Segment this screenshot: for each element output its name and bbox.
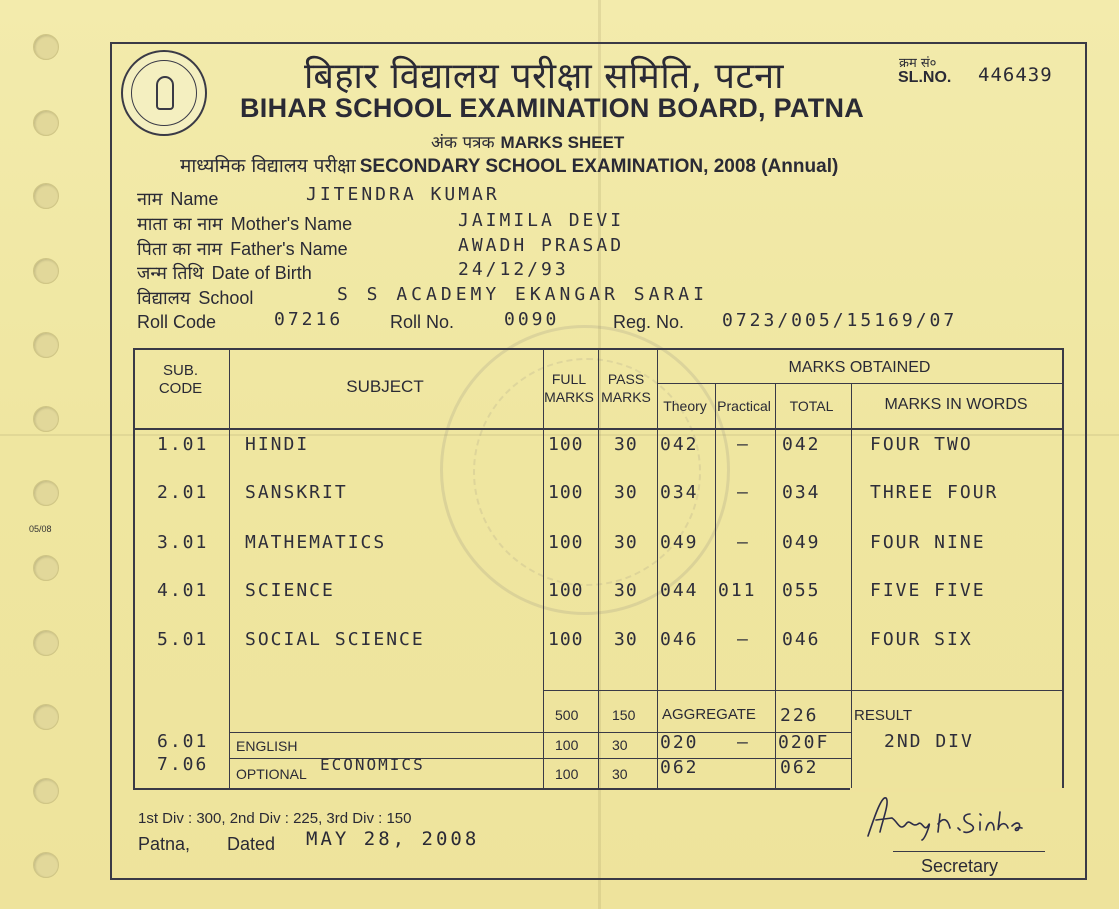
row-subject: HINDI: [245, 434, 310, 455]
row-code: 5.01: [157, 629, 209, 650]
row-words: FOUR SIX: [870, 629, 973, 650]
row-subject: MATHEMATICS: [245, 532, 387, 553]
row-theory: 049: [660, 532, 699, 553]
row-subject: SOCIAL SCIENCE: [245, 629, 425, 650]
slno-label-hindi: क्रम सं०: [899, 56, 937, 71]
binder-hole: [33, 480, 59, 506]
row-pass: 30: [614, 532, 638, 553]
header-sub-code: SUB. CODE: [158, 362, 203, 397]
row-code: 4.01: [157, 580, 209, 601]
header-subject: SUBJECT: [346, 377, 424, 396]
exam-heading: [180, 152, 838, 178]
binder-hole: [33, 258, 59, 284]
header-full-marks: FULL MARKS: [544, 371, 594, 405]
header-practical: Practical: [717, 398, 771, 414]
secretary-label: Secretary: [921, 856, 999, 876]
roll-code: 07216: [274, 309, 344, 330]
row-theory: 042: [660, 434, 699, 455]
row-practical: –: [737, 629, 750, 650]
row-words: FIVE FIVE: [870, 580, 986, 601]
student-name: JITENDRA KUMAR: [306, 184, 500, 205]
binder-hole: [33, 332, 59, 358]
school-name: S S ACADEMY EKANGAR SARAI: [337, 284, 708, 305]
optional-code: 7.06: [157, 754, 209, 775]
row-theory: 046: [660, 629, 699, 650]
name-label: नाम Name: [137, 189, 219, 210]
binder-hole: [33, 778, 59, 804]
row-subject: SANSKRIT: [245, 482, 348, 503]
binder-hole: [33, 852, 59, 878]
row-words: FOUR TWO: [870, 434, 973, 455]
row-practical: –: [737, 532, 750, 553]
optional-full: 100: [555, 766, 579, 782]
row-practical: 011: [718, 580, 757, 601]
result-value: 2ND DIV: [884, 731, 974, 752]
dated-label: Dated: [227, 834, 276, 854]
header-marks-obtained: MARKS OBTAINED: [788, 359, 931, 376]
row-total: 055: [782, 580, 821, 601]
row-full: 100: [548, 532, 584, 553]
marks-sheet-heading: [431, 130, 624, 153]
row-full: 100: [548, 434, 584, 455]
marks-table: [133, 348, 1064, 790]
slno-value: 446439: [978, 64, 1053, 86]
english-code: 6.01: [157, 731, 209, 752]
row-words: THREE FOUR: [870, 482, 999, 503]
secretary-signature: [862, 792, 1032, 842]
signature-line: [893, 851, 1045, 852]
row-total: 049: [782, 532, 821, 553]
exam-label: SECONDARY SCHOOL EXAMINATION, 2008 (Annual): [359, 156, 839, 177]
title-english: BIHAR SCHOOL EXAMINATION BOARD, PATNA: [240, 93, 865, 123]
binder-hole: [33, 406, 59, 432]
english-label: ENGLISH: [236, 738, 298, 754]
father-label: पिता का नाम Father's Name: [137, 239, 348, 260]
issue-date: MAY 28, 2008: [306, 828, 480, 850]
optional-theory: 062: [660, 757, 699, 778]
aggregate-pass: 150: [612, 707, 636, 723]
row-theory: 034: [660, 482, 699, 503]
row-full: 100: [548, 629, 584, 650]
optional-subject: ECONOMICS: [320, 755, 425, 774]
mother-label: माता का नाम Mother's Name: [137, 214, 353, 235]
margin-note: 05/08: [29, 524, 52, 534]
aggregate-full: 500: [555, 707, 579, 723]
row-total: 046: [782, 629, 821, 650]
division-criteria: 1st Div : 300, 2nd Div : 225, 3rd Div : 150: [138, 810, 412, 827]
row-practical: –: [737, 482, 750, 503]
row-code: 3.01: [157, 532, 209, 553]
row-subject: SCIENCE: [245, 580, 335, 601]
binder-hole: [33, 110, 59, 136]
title-hindi: बिहार विद्यालय परीक्षा समिति, पटना: [304, 56, 784, 97]
binder-hole: [33, 704, 59, 730]
roll-no-label: Roll No.: [390, 312, 455, 332]
row-pass: 30: [614, 482, 638, 503]
reg-no-label: Reg. No.: [613, 312, 685, 332]
row-code: 1.01: [157, 434, 209, 455]
dob-label: जन्म तिथि Date of Birth: [137, 263, 312, 284]
board-emblem-seal: [121, 50, 207, 136]
father-name: AWADH PRASAD: [458, 235, 625, 256]
row-practical: –: [737, 434, 750, 455]
aggregate-total: 226: [780, 705, 819, 726]
exam-hindi: माध्यमिक विद्यालय परीक्षा: [180, 155, 356, 177]
row-pass: 30: [614, 580, 638, 601]
result-label: RESULT: [854, 707, 913, 724]
header-theory: Theory: [663, 398, 707, 414]
english-practical: –: [737, 732, 750, 753]
binder-hole: [33, 183, 59, 209]
binder-hole: [33, 630, 59, 656]
row-pass: 30: [614, 629, 638, 650]
roll-no: 0090: [504, 309, 560, 330]
marks-sheet-hindi: अंक पत्रक: [431, 133, 495, 153]
header-marks-in-words: MARKS IN WORDS: [884, 396, 1028, 413]
row-total: 034: [782, 482, 821, 503]
english-theory: 020: [660, 732, 699, 753]
school-label: विद्यालय School: [137, 288, 254, 309]
optional-pass: 30: [612, 766, 628, 782]
row-code: 2.01: [157, 482, 209, 503]
date-of-birth: 24/12/93: [458, 259, 569, 280]
marks-sheet-label: MARKS SHEET: [500, 133, 625, 152]
header-pass-marks: PASS MARKS: [601, 371, 651, 405]
row-words: FOUR NINE: [870, 532, 986, 553]
row-full: 100: [548, 482, 584, 503]
english-full: 100: [555, 737, 579, 753]
row-total: 042: [782, 434, 821, 455]
english-total: 020F: [778, 732, 830, 753]
row-theory: 044: [660, 580, 699, 601]
mother-name: JAIMILA DEVI: [458, 210, 625, 231]
place-label: Patna,: [138, 834, 191, 854]
optional-label: OPTIONAL: [236, 766, 307, 782]
english-pass: 30: [612, 737, 628, 753]
binder-hole: [33, 34, 59, 60]
row-pass: 30: [614, 434, 638, 455]
roll-code-label: Roll Code: [137, 312, 217, 332]
aggregate-label: AGGREGATE: [662, 706, 756, 723]
reg-no: 0723/005/15169/07: [722, 310, 958, 331]
binder-hole: [33, 555, 59, 581]
slno-label: SL.NO.: [898, 69, 952, 86]
header-total: TOTAL: [789, 398, 834, 414]
row-full: 100: [548, 580, 584, 601]
optional-total: 062: [780, 757, 819, 778]
